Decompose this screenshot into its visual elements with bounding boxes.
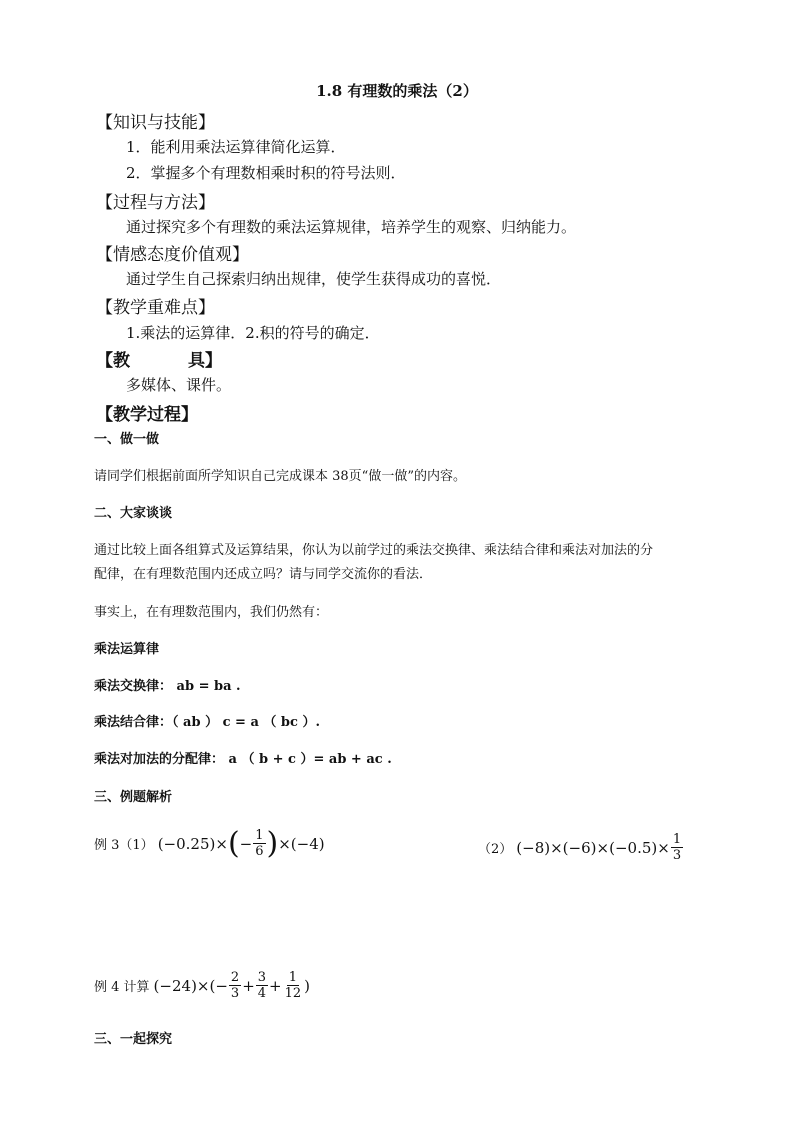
ex3-2-fraction: $\frac{1}{3}$: [672, 832, 682, 863]
law-distributive: 乘法对加法的分配律： a （ b + c ）= ab + ac .: [94, 752, 392, 767]
step2-text-line1: 通过比较上面各组算式及运算结果，你认为以前学过的乘法交换律、乘法结合律和乘法对加法的分: [94, 543, 654, 558]
step3-heading: 三、例题解析: [94, 790, 173, 805]
heading-keypoints: 【教学重难点】: [96, 298, 215, 318]
heading-tools-left: 【教: [96, 351, 130, 371]
emotion-text: 通过学生自己探索归纳出规律，使学生获得成功的喜悦．: [126, 270, 502, 288]
ex3-1-fraction: $\frac{1}{6}$: [255, 828, 264, 859]
heading-teaching: 【教学过程】: [96, 405, 198, 425]
step1-text: 请同学们根据前面所学知识自己完成课本 38页“做一做”的内容。: [94, 469, 466, 484]
heading-tools-right: 具】: [188, 351, 222, 371]
example3-part2-label: （2）: [478, 842, 513, 857]
heading-process: 【过程与方法】: [96, 193, 215, 213]
heading-emotion: 【情感态度价值观】: [96, 245, 249, 265]
step2-heading: 二、大家谈谈: [94, 506, 173, 521]
example3-part1: 例 3（1） ( −0.25 )× ( − $\frac{1}{6}$ ) ×( −4 ): [94, 825, 325, 861]
example3-label: 例 3（1）: [94, 838, 154, 853]
heading-knowledge: 【知识与技能】: [96, 113, 215, 133]
ex4-fraction-1: $\frac{2}{3}$: [230, 970, 240, 1001]
step1-heading: 一、做一做: [94, 432, 160, 447]
knowledge-item-1: 1．能利用乘法运算律简化运算．: [126, 138, 346, 156]
step2-text-line2: 配律，在有理数范围内还成立吗？请与同学交流你的看法．: [94, 567, 433, 582]
ex4-fraction-3: $\frac{1}{12}$: [284, 970, 302, 1001]
step2-fact: 事实上，在有理数范围内，我们仍然有：: [94, 605, 329, 620]
example4-label: 例 4 计算: [94, 980, 150, 995]
ex4-fraction-2: $\frac{3}{4}$: [257, 970, 267, 1001]
example4: 例 4 计算 ( −24 )×(− $\frac{2}{3}$ + $\frac{3}{4}$ + $\frac{1}{12}$ ): [94, 970, 311, 1001]
ex3-1-term-a: −0.25: [163, 834, 210, 853]
example3-part2: （2） ( −8 )×( −6 )×( −0.5 )× $\frac{1}{3}$: [478, 832, 682, 863]
law-commutative: 乘法交换律： ab = ba .: [94, 679, 241, 694]
law-title: 乘法运算律: [94, 642, 160, 657]
keypoints-text: 1.乘法的运算律．2.积的符号的确定．: [126, 324, 380, 342]
law-associative: 乘法结合律：（ ab ） c = a （ bc ）.: [94, 715, 320, 730]
knowledge-item-2: 2．掌握多个有理数相乘时积的符号法则．: [126, 164, 406, 182]
process-text: 通过探究多个有理数的乘法运算规律，培养学生的观察、归纳能力。: [126, 218, 577, 236]
ex3-1-term-c: −4: [296, 834, 319, 853]
page-title: 1.8 有理数的乘法（2）: [316, 82, 478, 100]
tools-text: 多媒体、课件。: [126, 376, 232, 394]
step4-heading: 三、一起探究: [94, 1032, 173, 1047]
